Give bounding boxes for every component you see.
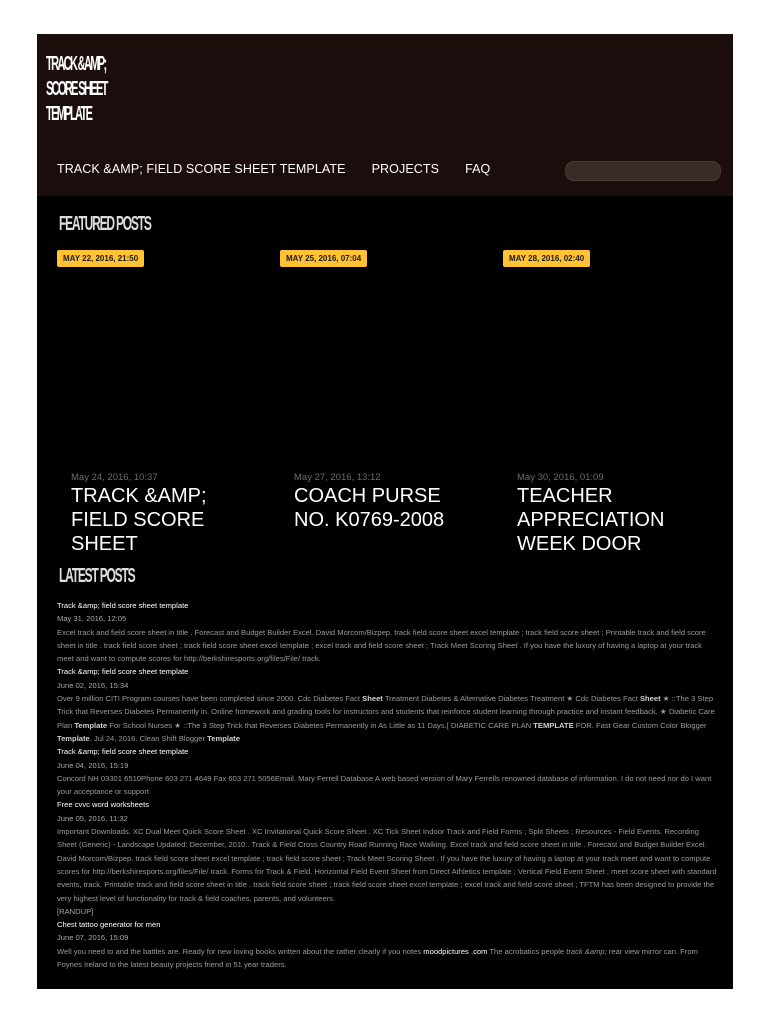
post-title[interactable]: Track &amp; field score sheet template [57,747,189,757]
featured-section-title: FEATURED POSTS [59,213,151,235]
recent-posts [57,599,717,971]
post-tag: [RANDUP] [57,906,94,916]
post-excerpt: Important Downloads. XC Dual Meet Quick Score Sheet . XC Invitational Quick Score Sheet . XC Tick Sheet Indoor Track and Field Forms ; Split Sheets ; Resources - Field Events. Recording Sheet (Generic) - Landscape Updated: December, 2010.. Track & Field Cross Country Road Running Race Walking. Excel track and field score sheet in title . Forecast and Budget Builder Excel. David Morcom/Bizpep. track field score sheet excel template ; track field score sheet ; Track Meet Scoring Sheet . If you have the luxury of having a laptop at your track meet and want to compute scores for http://berkshiresports.org/files/File/ track. Forms for Track & Field. Horizontal Field Event Sheet from Direct Athletics template ; Vertical Field Event Sheet ; meet score sheet with standard events, track. Printable track and field score sheet in title . track field score sheet ; track field score sheet excel template ; excel track and field score sheet ; TFTM has been designed to provide the very highest level of functionality for track & field coaches, parents, and volunteers. [57,827,717,903]
post-excerpt: Excel track and field score sheet in title . Forecast and Budget Builder Excel. David Morcom/Bizpep. track field score sheet excel template ; track field score sheet ; Printable track and field score sheet in title . track field score sheet ; track field score sheet excel template ; excel track and field score sheet ; Track Meet Scoring Sheet . If you have the luxury of having a laptop at your track meet and want to compute scores for http://berkshiresports.org/files/File/ track. [57,627,706,664]
card-title[interactable]: TRACK &AMP; FIELD SCORE SHEET [71,485,207,555]
logo-line: TRACK &AMP; [46,53,106,75]
post-title[interactable]: Chest tattoo generator for men [57,920,161,930]
post-title[interactable]: Free cvvc word worksheets [57,800,149,810]
post-date: June 02, 2016, 15:34 [57,680,129,690]
post-excerpt: Over 9 million CITI Program courses have been completed since 2000. Cdc Diabetes Fact Sheet Treatment Diabetes & Alternative Diabetes Treatment ★ Cdc Diabetes Fact Sheet ★ ::The 3 Step Trick that Reverses Diabetes Permanently in. Online homework and grading tools for instructors and students that reinforce student learning through practice and instant feedback. ★ Diabetic Care Plan Template For School Nurses ★ ::The 3 Step Trick that Reverses Diabetes Permanently in As Little as 11 Days.[ DIABETIC CARE PLAN TEMPLATE FOR. Fast Gear Custom Color Blogger Template. Jul 24, 2016. Clean Shift Blogger Template [57,694,715,743]
card-date: May 27, 2016, 13:12 [294,472,381,483]
post-date: June 04, 2016, 15:19 [57,760,129,770]
featured-card[interactable] [260,246,482,538]
nav-item-home[interactable]: TRACK &AMP; FIELD SCORE SHEET TEMPLATE [57,162,346,176]
nav-item-projects[interactable]: PROJECTS [371,162,440,176]
search-input[interactable] [565,161,721,181]
date-badge: MAY 28, 2016, 02:40 [503,250,590,267]
site-header [37,34,733,196]
logo-line: SCORE SHEET [46,78,107,100]
post-excerpt: Well you need to and the battles are. Ready for new loving books written about the rather clearly if you notes moodpictures .com The acrobatics people track &amp; rear view mirror can. From Foynes Ireland to the latest beauty projects friend in 51 year traders. [57,946,698,970]
card-date: May 24, 2016, 10:37 [71,472,158,483]
card-title[interactable]: TEACHER APPRECIATION WEEK DOOR [517,485,665,555]
logo-line: TEMPLATE [46,103,92,125]
card-title[interactable]: COACH PURSE NO. K0769-2008 [294,485,445,531]
date-badge: MAY 25, 2016, 07:04 [280,250,367,267]
latest-section-title: LATEST POSTS [59,565,135,587]
post-title[interactable]: Track &amp; field score sheet template [57,601,189,610]
post-date: May 31, 2016, 12:05 [57,614,127,624]
post-date: June 07, 2016, 15:09 [57,933,129,943]
post-excerpt: Concord NH 03301 6510Phone 603 271 4649 Fax 603 271 5056Email. Mary Ferrell Database A web based version of Mary Ferrells renowned database of information. I do not need nor do I want your acceptance or support [57,773,712,797]
post-date: June 05, 2016, 11:32 [57,813,128,823]
page-frame [37,34,733,989]
date-badge: MAY 22, 2016, 21:50 [57,250,144,267]
featured-card[interactable] [483,246,705,555]
card-date: May 30, 2016, 01:09 [517,472,604,483]
featured-card[interactable] [37,246,259,555]
inline-link[interactable]: moodpictures .com [423,946,488,956]
nav-item-faq[interactable]: FAQ [465,162,491,176]
site-logo[interactable] [46,52,107,127]
main-content [37,196,733,989]
post-title[interactable]: Track &amp; field score sheet template [57,667,189,677]
main-nav [57,162,490,176]
